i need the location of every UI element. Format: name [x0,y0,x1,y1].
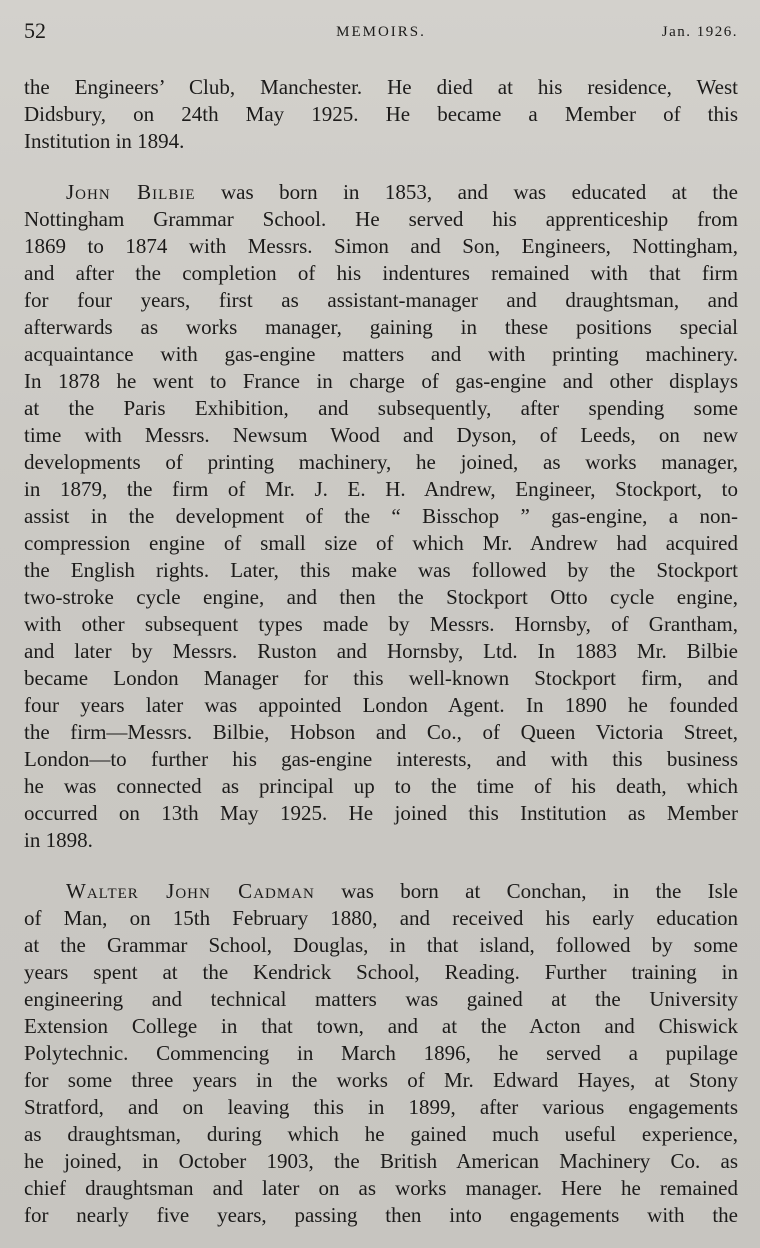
text-line: Extension College in that town, and at the Acton and Chiswick [24,1014,738,1038]
text-line: as draughtsman, during which he gained much useful experience, [24,1122,738,1146]
running-title: MEMOIRS. [336,24,426,40]
text-line: two-stroke cycle engine, and then the Stockport Otto cycle engine, [24,585,738,609]
memoir-john-bilbie [24,179,738,854]
text-line: four years later was appointed London Agent. In 1890 he founded [24,693,738,717]
text-line: the Engineers’ Club, Manchester. He died at his residence, West [24,75,738,99]
body-text [24,74,738,1229]
text-line: he joined, in October 1903, the British American Machinery Co. as [24,1149,738,1173]
text-line: the firm—Messrs. Bilbie, Hobson and Co., of Queen Victoria Street, [24,720,738,744]
text-line: with other subsequent types made by Messrs. Hornsby, of Grantham, [24,612,738,636]
text-line: at the Paris Exhibition, and subsequently, after spending some [24,396,738,420]
text-line: became London Manager for this well-known Stockport firm, and [24,666,738,690]
text-line: In 1878 he went to France in charge of gas-engine and other displays [24,369,738,393]
text-line: London—to further his gas-engine interests, and with this business [24,747,738,771]
text-line: acquaintance with gas-engine matters and with printing machinery. [24,342,738,366]
text-line: Polytechnic. Commencing in March 1896, he served a pupilage [24,1041,738,1065]
text-line: at the Grammar School, Douglas, in that island, followed by some [24,933,738,957]
text-line: developments of printing machinery, he joined, as works manager, [24,450,738,474]
text-line: in 1898. [24,828,93,852]
text-line: and later by Messrs. Ruston and Hornsby, Ltd. In 1883 Mr. Bilbie [24,639,738,663]
text-line: Stratford, and on leaving this in 1899, after various engagements [24,1095,738,1119]
text-line: engineering and technical matters was gained at the University [24,987,738,1011]
text-line-first [24,878,738,905]
text-line: the English rights. Later, this make was followed by the Stockport [24,558,738,582]
text-fragment: was born in 1853, and was educated at the [195,180,738,204]
text-line: assist in the development of the “ Bisschop ” gas-engine, a non- [24,504,738,528]
text-line: occurred on 13th May 1925. He joined this Institution as Member [24,801,738,825]
text-line: Institution in 1894. [24,129,185,153]
text-line: for some three years in the works of Mr. Edward Hayes, at Stony [24,1068,738,1092]
text-line: chief draughtsman and later on as works manager. Here he remained [24,1176,738,1200]
text-line: for four years, first as assistant-manager and draughtsman, and [24,288,738,312]
memoir-name: Walter John Cadman [66,879,315,903]
memoir-walter-john-cadman [24,878,738,1229]
page-header [24,18,738,48]
text-line: time with Messrs. Newsum Wood and Dyson, of Leeds, on new [24,423,738,447]
header-date: Jan. 1926. [661,24,738,40]
text-line: in 1879, the firm of Mr. J. E. H. Andrew, Engineer, Stockport, to [24,477,738,501]
text-line-first [24,179,738,206]
paragraph-continuation [24,74,738,155]
text-line: he was connected as principal up to the time of his death, which [24,774,738,798]
text-fragment: was born at Conchan, in the Isle [314,879,738,903]
text-line: years spent at the Kendrick School, Reading. Further training in [24,960,738,984]
text-line: of Man, on 15th February 1880, and received his early education [24,906,738,930]
memoir-name: John Bilbie [66,180,196,204]
text-line: 1869 to 1874 with Messrs. Simon and Son, Engineers, Nottingham, [24,234,738,258]
text-line: and after the completion of his indentures remained with that firm [24,261,738,285]
page-number: 52 [24,18,46,43]
text-line: compression engine of small size of which Mr. Andrew had acquired [24,531,738,555]
text-line: Didsbury, on 24th May 1925. He became a Member of this [24,102,738,126]
text-line: Nottingham Grammar School. He served his apprenticeship from [24,207,738,231]
text-line: afterwards as works manager, gaining in these positions special [24,315,738,339]
text-line: for nearly five years, passing then into engagements with the [24,1203,738,1227]
